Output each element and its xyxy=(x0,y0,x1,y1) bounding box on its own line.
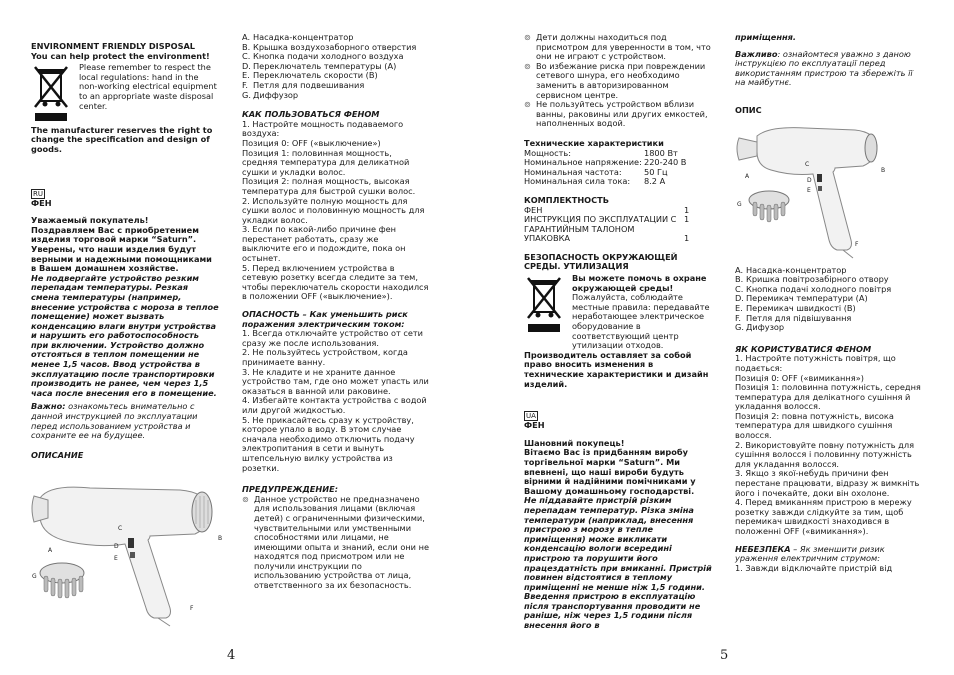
list-item: C. Кнопка подачі холодного повітря xyxy=(735,283,892,294)
list-item: B. Крышка воздухозаборного отверстия xyxy=(242,41,417,52)
diffuser-icon xyxy=(749,191,789,222)
crossed-bin-icon xyxy=(31,63,71,123)
table-row: ФЕН 1 xyxy=(524,204,690,215)
env-reserve: The manufacturer reserves the right to change the specification and design of goods. xyxy=(31,124,213,154)
continuation: приміщення. xyxy=(735,32,797,42)
spec-table xyxy=(524,149,712,187)
weee-symbol-right xyxy=(524,274,568,351)
table-row: Номинальное напряжение: 220-240 В xyxy=(524,157,687,168)
table-row: Номинальная сила тока: 8.2 А xyxy=(524,176,666,187)
bullet-icon: ⊚ xyxy=(524,32,531,42)
fig-label-c: C xyxy=(805,160,810,168)
list-item: ⊚ Не пользуйтесь устройством вблизи ванны, раковины или других емкостей, наполненных водой. xyxy=(524,99,708,129)
column-2 xyxy=(242,33,429,591)
fig-label-e: E xyxy=(807,186,811,194)
env-title: ENVIRONMENT FRIENDLY DISPOSAL xyxy=(31,41,196,51)
list-item: D. Перемикач температури (A) xyxy=(735,293,868,304)
danger-first-ua: 1. Завжди відключайте пристрій від xyxy=(735,562,893,573)
table-row: Номинальная частота: 50 Гц xyxy=(524,166,668,177)
diffuser-icon xyxy=(40,563,84,598)
warn-title: ПРЕДУПРЕЖДЕНИЕ: xyxy=(242,484,338,495)
use-title-ua: ЯК КОРИСТУВАТИСЯ ФЕНОМ xyxy=(735,343,872,354)
list-item: A. Насадка-концентратор xyxy=(735,264,847,275)
fig-label-b: B xyxy=(881,166,885,174)
fig-label-f: F xyxy=(855,240,859,248)
important-note-ua: Важливо: ознайомтеся уважно з даною інструкцією по експлуатації перед використанням пристрою та збережіть її на майбутнє. xyxy=(735,48,913,88)
list-item: A. Насадка-концентратор xyxy=(242,32,354,42)
eco-lead: Вы можете помочь в охране окружающей среды! xyxy=(572,273,707,293)
fig-label-g: G xyxy=(32,573,37,580)
desc-title-ua: ОПИС xyxy=(735,104,762,115)
bullet-icon: ⊚ xyxy=(524,99,531,110)
kit-table xyxy=(524,206,712,244)
table-row: Мощность: 1800 Вт xyxy=(524,147,678,158)
fig-label-a: A xyxy=(48,547,53,554)
lang-title-ua: ФЕН xyxy=(524,420,545,431)
fig-label-b: B xyxy=(218,535,223,542)
danger-title: ОПАСНОСТЬ – Как уменьшить риск поражения электрическим током: xyxy=(242,309,408,329)
env-lead: You can help protect the environment! xyxy=(31,50,210,61)
table-row: УПАКОВКА 1 xyxy=(524,233,690,244)
lang-tag-ru: RU xyxy=(33,189,43,198)
list-item: ⊚ Во избежание риска при повреждении сетевого шнура, его необходимо заменить в авторизированном сервисном центре. xyxy=(524,60,706,100)
list-item: F. Петля для подвешивания xyxy=(242,79,365,90)
spec-title: Технические характеристики xyxy=(524,137,664,148)
list-item: E. Переключатель скорости (B) xyxy=(242,70,378,81)
page-number-right: 5 xyxy=(720,648,729,663)
intro: Поздравляем Вас с приобретением изделия торговой марки “Saturn”. Уверены, что наши изделия будут верными и надежными помощниками в Вашем домашнем хозяйстве. xyxy=(31,224,212,274)
use-title: КАК ПОЛЬЗОВАТЬСЯ ФЕНОМ xyxy=(242,109,380,120)
fig-label-e: E xyxy=(114,555,118,562)
warning-text: Не подвергайте устройство резким перепадам температуры. Резкая смена температуры (например, внесение устройства с мороза в теплое помещение) может вызвать конденсацию влаги внутри устройства и нарушить его работоспособность при включении. Устройство должно отстояться в теплом помещении не менее 1,5 часов. Ввод устройства в эксплуатацию после транспортировки производить не ранее, чем через 1,5 часа после внесения его в помещение. xyxy=(31,272,219,398)
warning-text-ua: Не піддавайте пристрій різким перепадам температур. Різка зміна температури (наприклад, внесення пристрою з морозу в тепле приміщення) може викликати конденсацію вологи всередині пристрою та порушити його працездатність при вмиканні. Пристрій повинен відстоятися в теплому приміщенні не менше ніж 1,5 години. Введення пристрою в експлуатацію після транспортування проводити не раніше, ніж через 1,5 години після внесення його в xyxy=(524,495,712,631)
eco-title: БЕЗОПАСНОСТЬ ОКРУЖАЮЩЕЙ СРЕДЫ. УТИЛИЗАЦИЯ xyxy=(524,251,678,272)
table-row: ИНСТРУКЦИЯ ПО ЭКСПЛУАТАЦИИ С ГАРАНТИЙНЫМ ТАЛОНОМ 1 xyxy=(524,214,690,234)
bullet-icon: ⊚ xyxy=(524,60,531,71)
greeting: Уважаемый покупатель! xyxy=(31,215,149,226)
page-number-left: 4 xyxy=(227,648,236,663)
desc-title: ОПИСАНИЕ xyxy=(31,449,84,460)
warn-text: ⊚ Данное устройство не предназначено для использования лицами (включая детей) с ограниченными физическими, чувствительными или умственными способностями или лицами, не имеющими опыта и знаний, если они не находятся под присмотром или не получили инструкции по использованию устройства от лица, ответственного за их безопасность. xyxy=(242,493,429,591)
lang-tag-ua: UA xyxy=(526,412,536,421)
greeting-ua: Шановний покупець! xyxy=(524,437,625,448)
bullet-icon: ⊚ xyxy=(242,493,249,504)
hair-dryer-illustration-left xyxy=(30,478,235,628)
intro-ua: Вітаємо Вас із придбанням виробу торгівельної марки “Saturn”. Ми впевнені, що наші вироби будуть вірними й надійними помічниками у Вашому домашньому господарстві. xyxy=(524,447,696,496)
use-text-ua: 1. Настройте потужність повітря, що подається: Позиція 0: OFF («вимикання») Позиція 1: половинна потужність, середня температура для делікатного сушіння й укладання волосся. Позиція 2: повна потужність, висока температура для швидкого сушіння волосся. 2. Використовуйте повну потужність для сушіння волосся і половинну потужність для укладання волосся. 3. Якщо з якої-небудь причини фен перестане працювати, відразу ж вимкніть його і почекайте, доки він охолоне. 4. Перед вмиканням пристрою в мережу розетку завжди слідкуйте за тим, щоб перемикач швидкості знаходився в положенні OFF («вимикання»). xyxy=(735,353,921,536)
list-item: G. Дифузор xyxy=(735,322,785,333)
list-item: ⊚ Дети должны находиться под присмотром для уверенности в том, что они не играют с устройством. xyxy=(524,32,711,62)
fig-label-c: C xyxy=(118,525,123,532)
hair-dryer-illustration-right xyxy=(735,122,885,262)
column-4 xyxy=(735,33,921,573)
bullet-list xyxy=(524,33,712,129)
env-text: Please remember to respect the local regulations: hand in the non-working electrical equipment to an appropriate waste disposal center. xyxy=(79,62,217,111)
fig-label-f: F xyxy=(190,605,194,612)
eco-reserve: Производитель оставляет за собой право вносить изменения в технические характеристики и дизайн изделий. xyxy=(524,349,709,389)
column-1 xyxy=(31,42,219,460)
kit-title: КОМПЛЕКТНОСТЬ xyxy=(524,194,609,205)
list-item: C. Кнопка подачи холодного воздуха xyxy=(242,51,404,62)
list-item: E. Перемикач швидкості (B) xyxy=(735,302,856,313)
fig-label-g: G xyxy=(737,200,742,208)
eco-text: Пожалуйста, соблюдайте местные правила: передавайте неработающее электрическое оборудование в соответствующий центр утилизации отходов. xyxy=(572,292,710,351)
list-item: G. Диффузор xyxy=(242,89,299,100)
list-item: B. Кришка повітрозабірного отвору xyxy=(735,274,889,285)
lang-title: ФЕН xyxy=(31,197,52,208)
danger-text: 1. Всегда отключайте устройство от сети сразу же после использования. 2. Не пользуйтесь устройством, когда принимаете ванну. 3. Не кладите и не храните данное устройство там, где оно может упасть или оказаться в ванной или раковине. 4. Избегайте контакта устройства с водой или другой жидкостью. 5. Не прикасайтесь сразу к устройству, которое упало в воду. В этом случае сначала необходимо отключить подачу электропитания в сети и вынуть штепсельную вилку устройства из розетки. xyxy=(242,328,429,473)
fig-label-d: D xyxy=(114,543,119,550)
crossed-bin-icon xyxy=(524,274,564,334)
column-3 xyxy=(524,33,712,631)
list-item: D. Переключатель температуры (A) xyxy=(242,60,397,71)
use-text: 1. Настройте мощность подаваемого воздуха: Позиция 0: OFF («выключение») Позиция 1: половинная мощность, средняя температура для деликатной сушки и укладки волос. Позиция 2: полная мощность, высокая температура для быстрой сушки волос. 2. Используйте полную мощность для сушки волос и половинную мощность для укладки волос. 3. Если по какой-либо причине фен перестанет работать, сразу же выключите его и подождите, пока он остынет. 5. Перед включением устройства в сетевую розетку всегда следите за тем, чтобы переключатель скорости находился в положении OFF («выключение»). xyxy=(242,118,429,302)
important-note: Важно: ознакомьтесь внимательно с данной инструкцией по эксплуатации перед использованием устройства и сохраните ее на будущее. xyxy=(31,401,198,441)
danger-title-ua: НЕБЕЗПЕКА – Як зменшити ризик ураження електричним струмом: xyxy=(735,543,885,564)
parts-list-ru xyxy=(242,33,429,100)
weee-symbol xyxy=(31,63,75,126)
fig-label-d: D xyxy=(807,176,812,184)
list-item: F. Петля для підвішування xyxy=(735,312,852,323)
fig-label-a: A xyxy=(745,172,750,180)
parts-list-ua xyxy=(735,266,921,333)
